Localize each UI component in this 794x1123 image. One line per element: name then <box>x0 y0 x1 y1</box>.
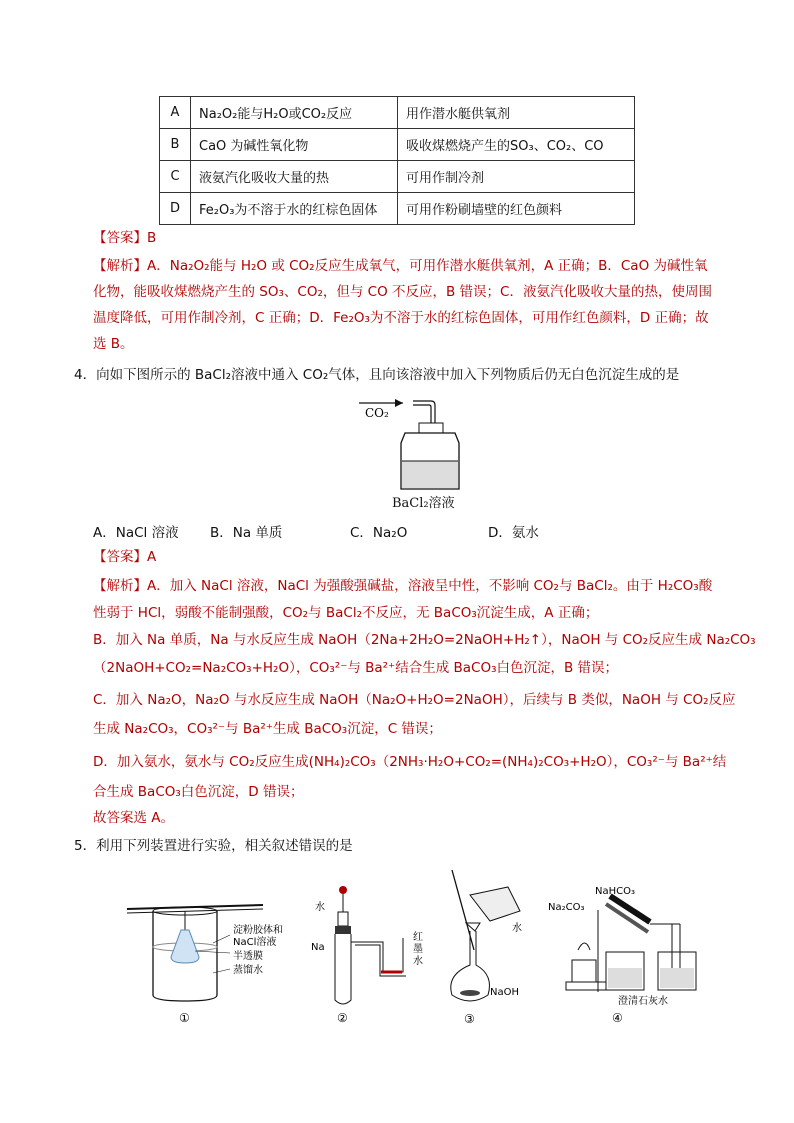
row-key: A <box>160 97 191 129</box>
use-cell: 可用作粉刷墙壁的红色颜料 <box>398 193 635 225</box>
option-d: D．氨水 <box>488 525 539 541</box>
q4-stem: 4．向如下图所示的 BaCl₂溶液中通入 CO₂气体，且向该溶液中加入下列物质后仍无白色沉淀生成的是 <box>74 367 680 383</box>
q3-answer: 【答案】B <box>93 230 157 246</box>
use-cell: 用作潜水艇供氧剂 <box>398 97 635 129</box>
q4-answer: 【答案】A <box>93 549 157 565</box>
bacl2-caption: BaCl₂溶液 <box>392 496 455 511</box>
use-cell: 可用作制冷剂 <box>398 161 635 193</box>
fig2-label: Na <box>311 942 325 953</box>
q4-analysis-line: 合生成 BaCO₃白色沉淀，D 错误； <box>93 784 304 800</box>
fig4-number: ④ <box>612 1011 623 1025</box>
q4-analysis-line: C．加入 Na₂O，Na₂O 与水反应生成 NaOH（Na₂O+H₂O=2NaOH），后续与 B 类似，NaOH 与 CO₂反应 <box>93 692 736 708</box>
row-key: B <box>160 129 191 161</box>
fig1-number: ① <box>179 1011 190 1025</box>
option-a: A．NaCl 溶液 <box>93 525 179 541</box>
property-cell: Fe₂O₃为不溶于水的红棕色固体 <box>191 193 398 225</box>
co2-label: CO₂ <box>365 406 389 420</box>
fig3-number: ③ <box>464 1012 475 1025</box>
volumetric-flask-figure <box>430 865 540 1025</box>
fig2-label: 墨 <box>413 944 423 955</box>
q4-analysis-line: 【解析】A．加入 NaCl 溶液，NaCl 为强酸强碱盐，溶液呈中性，不影响 CO₂与 BaCl₂。由于 H₂CO₃酸 <box>93 578 713 594</box>
q4-analysis-line: （2NaOH+CO₂=Na₂CO₃+H₂O），CO₃²⁻与 Ba²⁺结合生成 BaCO₃白色沉淀，B 错误； <box>93 660 619 676</box>
property-cell: Na₂O₂能与H₂O或CO₂反应 <box>191 97 398 129</box>
fig1-label: 蒸馏水 <box>233 965 263 976</box>
fig4-label: 澄清石灰水 <box>618 996 668 1007</box>
q5-stem: 5．利用下列装置进行实验，相关叙述错误的是 <box>74 838 353 854</box>
q3-analysis-line: 【解析】A．Na₂O₂能与 H₂O 或 CO₂反应生成氧气，可用作潜水艇供氧剂，A 正确；B．CaO 为碱性氧 <box>93 258 708 274</box>
q4-analysis-line: D．加入氨水，氨水与 CO₂反应生成(NH₄)₂CO₃（2NH₃·H₂O+CO₂=(NH₄)₂CO₃+H₂O），CO₃²⁻与 Ba²⁺结 <box>93 754 727 770</box>
q3-analysis-line: 选 B。 <box>93 336 134 352</box>
options-table <box>159 96 635 225</box>
fig3-label: NaOH <box>490 987 519 998</box>
q3-analysis-line: 化物，能吸收煤燃烧产生的 SO₃、CO₂，但与 CO 不反应，B 错误；C．液氨汽化吸收大量的热，使周围 <box>93 284 712 300</box>
row-key: C <box>160 161 191 193</box>
q4-analysis-line: 故答案选 A。 <box>93 810 175 826</box>
sodium-water-figure <box>305 880 425 1025</box>
fig4-label: NaHCO₃ <box>595 886 635 897</box>
table-row <box>160 129 635 161</box>
option-c: C．Na₂O <box>350 525 408 541</box>
use-cell: 吸收煤燃烧产生的SO₃、CO₂、CO <box>398 129 635 161</box>
fig1-label: NaCl溶液 <box>233 937 277 948</box>
fig4-label: Na₂CO₃ <box>548 902 585 913</box>
fig2-number: ② <box>337 1011 348 1025</box>
q4-analysis-line: B．加入 Na 单质，Na 与水反应生成 NaOH（2Na+2H₂O=2NaOH+H₂↑），NaOH 与 CO₂反应生成 Na₂CO₃ <box>93 632 756 648</box>
q3-analysis-line: 温度降低，可用作制冷剂，C 正确；D．Fe₂O₃为不溶于水的红棕色固体，可用作红色颜料，D 正确；故 <box>93 310 709 326</box>
table-row <box>160 161 635 193</box>
carbonate-heating-figure <box>540 880 710 1025</box>
q4-analysis-line: 生成 Na₂CO₃，CO₃²⁻与 Ba²⁺生成 BaCO₃沉淀，C 错误； <box>93 721 442 737</box>
property-cell: 液氨汽化吸收大量的热 <box>191 161 398 193</box>
option-b: B．Na 单质 <box>210 525 283 541</box>
fig1-label: 淀粉胶体和 <box>233 925 283 936</box>
table-row <box>160 193 635 225</box>
property-cell: CaO 为碱性氧化物 <box>191 129 398 161</box>
fig3-label: 水 <box>512 923 522 934</box>
fig2-label: 红 <box>413 932 423 943</box>
row-key: D <box>160 193 191 225</box>
q4-analysis-line: 性弱于 HCl，弱酸不能制强酸，CO₂与 BaCl₂不反应，无 BaCO₃沉淀生成，A 正确； <box>93 605 599 621</box>
fig1-label: 半透膜 <box>233 951 263 962</box>
table-row <box>160 97 635 129</box>
fig2-label: 水 <box>413 956 423 967</box>
fig2-label: 水 <box>315 902 325 913</box>
